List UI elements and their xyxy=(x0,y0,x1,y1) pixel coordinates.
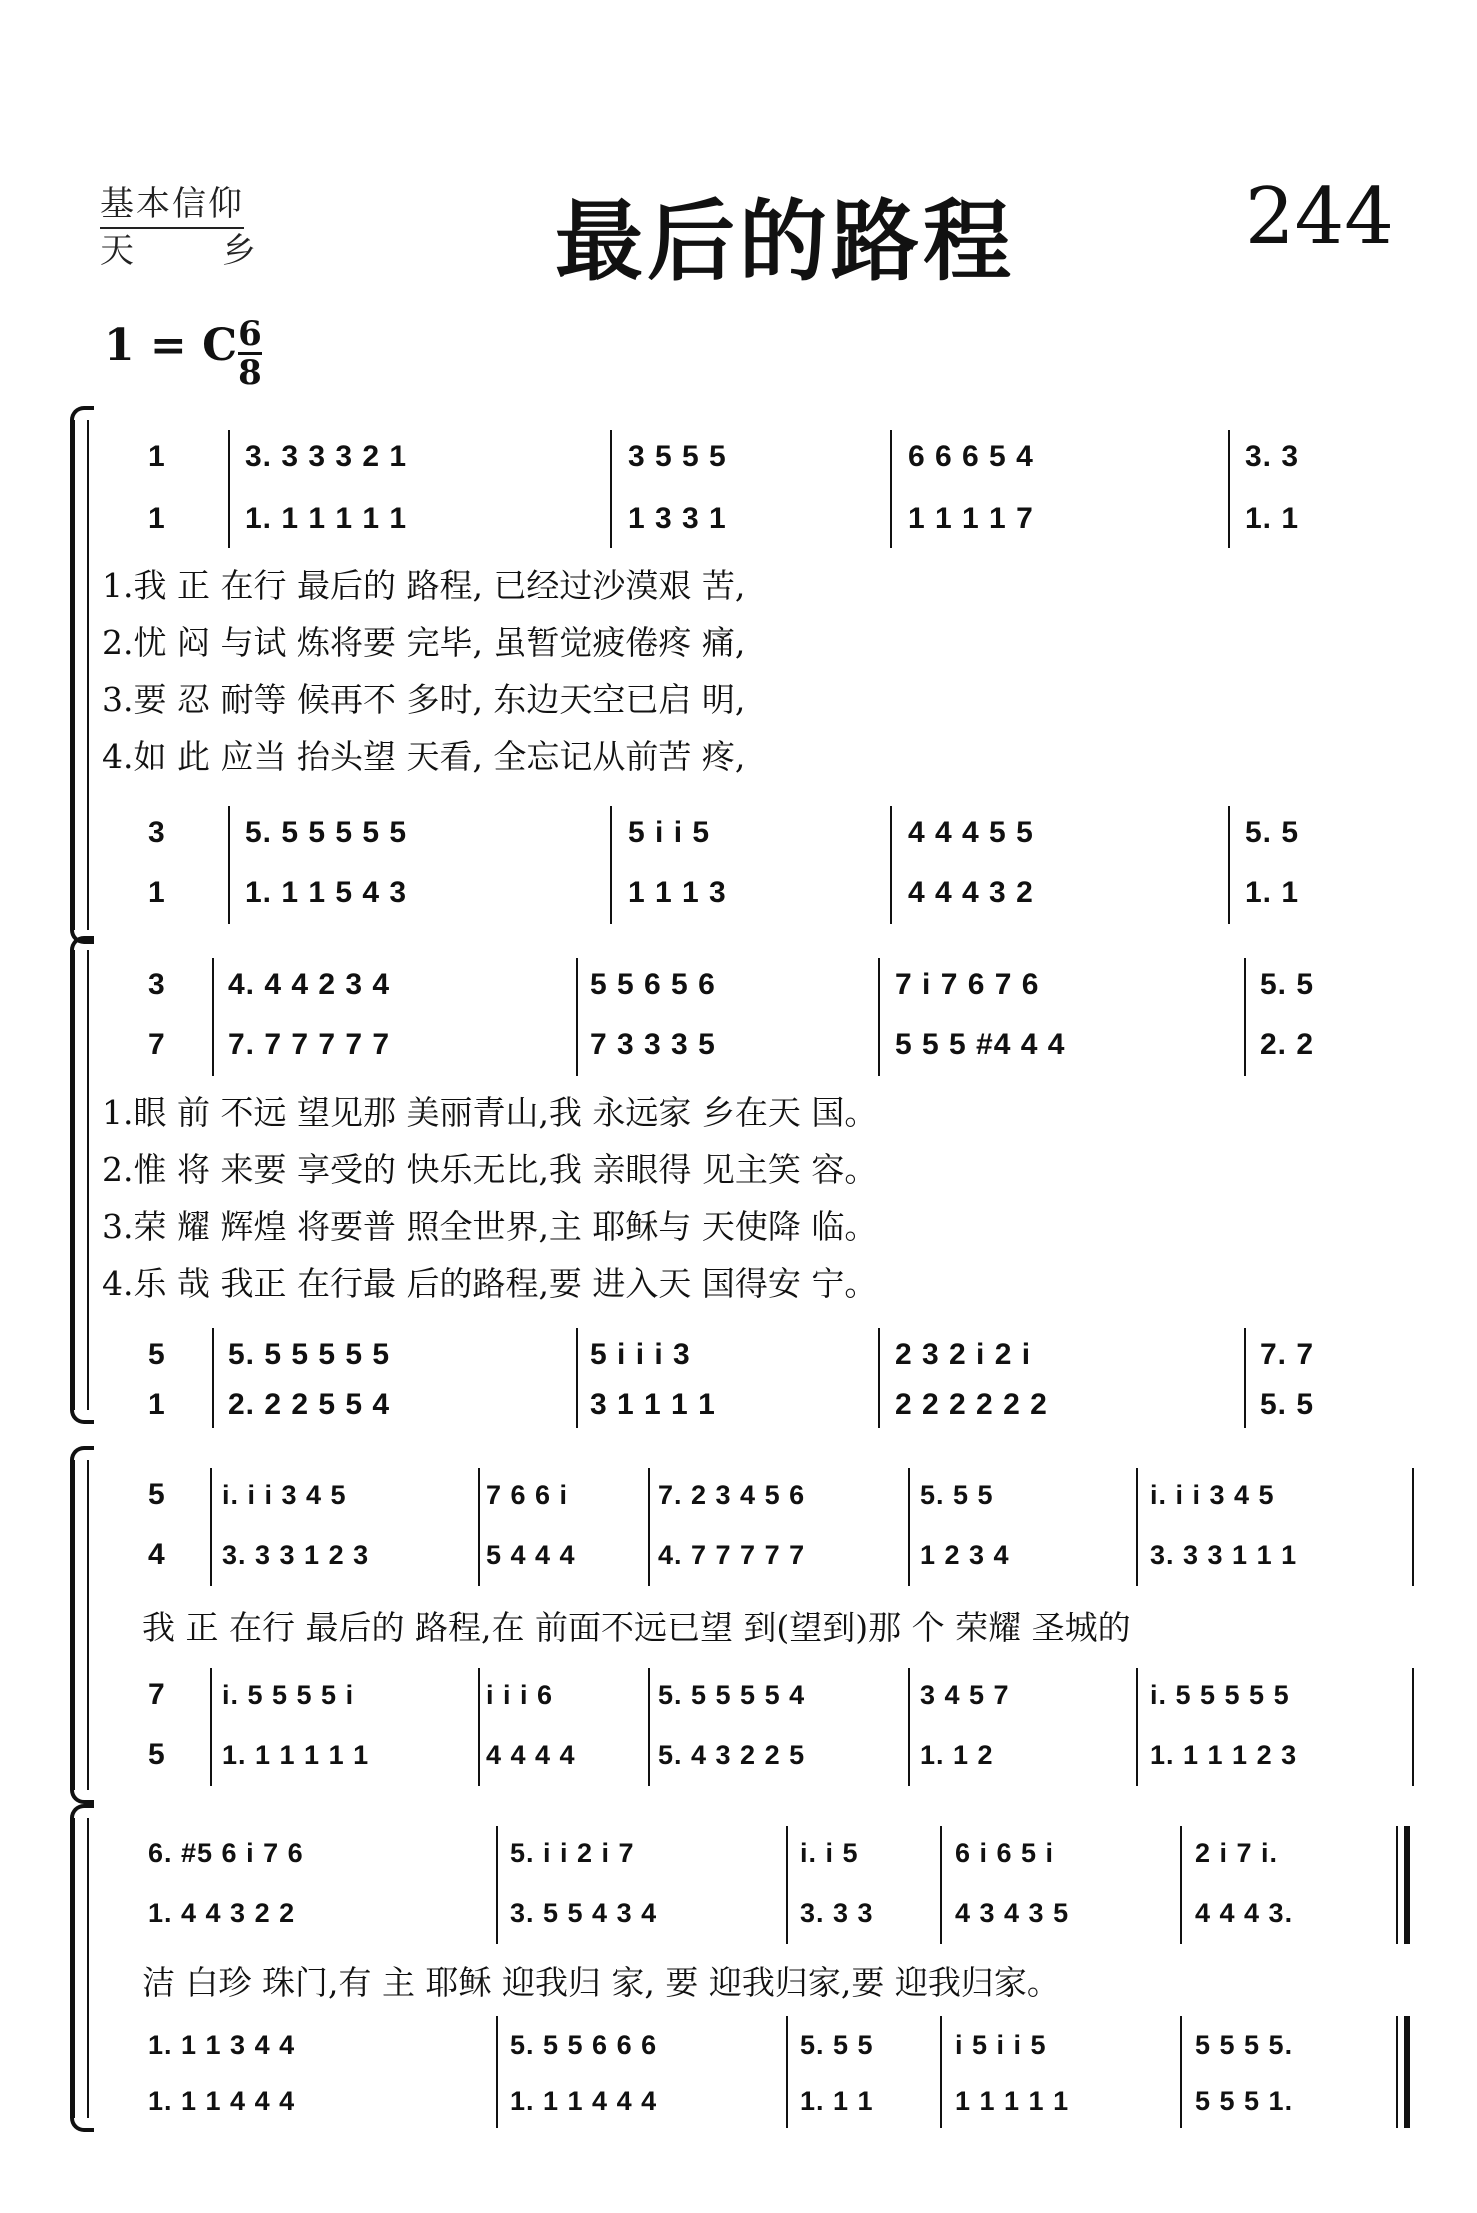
staff-row xyxy=(0,808,1477,858)
barline xyxy=(1228,806,1230,924)
note-cell: 2 3 2 i 2 i xyxy=(895,1338,1032,1371)
note-cell: i i i 6 xyxy=(486,1680,554,1710)
note-cell: 1 xyxy=(148,876,166,909)
note-cell: 5. 5 5 xyxy=(920,1480,994,1510)
note-cell: 5. 5 5 5 5 5 xyxy=(245,816,408,849)
barline xyxy=(908,1468,910,1586)
note-cell: 7 i 7 6 7 6 xyxy=(895,968,1040,1001)
lyric-line: 1.眼 前 不远 望见那 美丽青山,我 永远家 乡在天 国。 xyxy=(102,1093,878,1132)
note-cell: 1. 1 xyxy=(1245,502,1300,535)
note-cell: 1. 1 2 xyxy=(920,1740,994,1770)
note-cell: 1 1 1 1 7 xyxy=(908,502,1034,535)
note-cell: 1. 1 1 4 4 4 xyxy=(510,2086,658,2116)
note-cell: 1 xyxy=(148,1388,166,1421)
barline xyxy=(1412,1668,1414,1786)
staff-row xyxy=(0,1530,1477,1580)
note-cell: 3. 3 3 1 1 1 xyxy=(1150,1540,1298,1570)
staff-row xyxy=(0,960,1477,1010)
barline xyxy=(878,1328,880,1428)
note-cell: 4. 7 7 7 7 7 xyxy=(658,1540,806,1570)
note-cell: 1 3 3 1 xyxy=(628,502,727,535)
staff-row xyxy=(0,868,1477,918)
note-cell: 4 4 4 4 xyxy=(486,1740,576,1770)
barline xyxy=(1412,1468,1414,1586)
note-cell: 1. 1 1 1 1 1 xyxy=(222,1740,370,1770)
final-barline xyxy=(1404,2016,1410,2128)
barline xyxy=(1228,430,1230,548)
page-title: 最后的路程 xyxy=(555,189,1016,293)
note-cell: 1. 1 1 5 4 3 xyxy=(245,876,408,909)
note-cell: 7 xyxy=(148,1678,166,1711)
note-cell: 7 6 6 i xyxy=(486,1480,569,1510)
hymn-number: 244 xyxy=(1245,172,1394,262)
barline xyxy=(1136,1668,1138,1786)
note-cell: i 5 i i 5 xyxy=(955,2030,1047,2060)
barline xyxy=(940,1826,942,1944)
staff-row xyxy=(0,2020,1477,2070)
note-cell: 4 4 4 3 2 xyxy=(908,876,1034,909)
note-cell: 5 5 6 5 6 xyxy=(590,968,716,1001)
note-cell: 1 xyxy=(148,502,166,535)
hymn-subcategory: 天 乡 xyxy=(100,231,256,271)
note-cell: 1 2 3 4 xyxy=(920,1540,1010,1570)
note-cell: 5 i i i 3 xyxy=(590,1338,691,1371)
barline xyxy=(890,430,892,548)
lyric-line: 洁 白珍 珠门,有 主 耶稣 迎我归 家, 要 迎我归家,要 迎我归家。 xyxy=(142,1963,1060,2002)
staff-row xyxy=(0,1730,1477,1780)
note-cell: 3 xyxy=(148,816,166,849)
note-cell: 1 1 1 3 xyxy=(628,876,727,909)
note-cell: 5. 5 5 xyxy=(800,2030,874,2060)
final-barline xyxy=(1404,1826,1410,1944)
barline xyxy=(478,1468,480,1586)
key-signature: 1 = C xyxy=(104,320,238,371)
lyric-line: 3.荣 耀 辉煌 将要普 照全世界,主 耶稣与 天使降 临。 xyxy=(102,1207,878,1246)
barline xyxy=(1136,1468,1138,1586)
barline xyxy=(1396,2016,1398,2128)
note-cell: 1. 1 1 1 2 3 xyxy=(1150,1740,1298,1770)
staff-row xyxy=(0,1670,1477,1720)
note-cell: 2 2 2 2 2 2 xyxy=(895,1388,1048,1421)
barline xyxy=(478,1668,480,1786)
note-cell: 4 3 4 3 5 xyxy=(955,1898,1070,1928)
note-cell: i. 5 5 5 5 5 xyxy=(1150,1680,1290,1710)
barline xyxy=(576,958,578,1076)
barline xyxy=(212,958,214,1076)
barline xyxy=(1244,1328,1246,1428)
barline xyxy=(496,2016,498,2128)
barline xyxy=(496,1826,498,1944)
lyric-line: 4.乐 哉 我正 在行最 后的路程,要 进入天 国得安 宁。 xyxy=(102,1264,878,1303)
note-cell: 4 xyxy=(148,1538,166,1571)
note-cell: 5. 5 xyxy=(1260,968,1315,1001)
barline xyxy=(786,1826,788,1944)
note-cell: 3. 3 xyxy=(1245,440,1300,473)
note-cell: 7. 7 xyxy=(1260,1338,1315,1371)
note-cell: 7. 7 7 7 7 7 xyxy=(228,1028,391,1061)
note-cell: 5 5 5 5. xyxy=(1195,2030,1294,2060)
barline xyxy=(1180,1826,1182,1944)
note-cell: 5. i i 2 i 7 xyxy=(510,1838,635,1868)
note-cell: 1 1 1 1 1 xyxy=(955,2086,1070,2116)
note-cell: 3. 5 5 4 3 4 xyxy=(510,1898,658,1928)
barline xyxy=(1244,958,1246,1076)
note-cell: 1. 1 1 xyxy=(800,2086,874,2116)
note-cell: 1. 1 1 1 1 1 xyxy=(245,502,408,535)
note-cell: 5 xyxy=(148,1338,166,1371)
barline xyxy=(210,1668,212,1786)
lyric-line: 3.要 忍 耐等 候再不 多时, 东边天空已启 明, xyxy=(102,680,746,719)
barline xyxy=(610,806,612,924)
note-cell: 4 4 4 5 5 xyxy=(908,816,1034,849)
note-cell: 7 3 3 3 5 xyxy=(590,1028,716,1061)
note-cell: 3. 3 3 xyxy=(800,1898,874,1928)
barline xyxy=(576,1328,578,1428)
staff-row xyxy=(0,1828,1477,1878)
hymn-category-block xyxy=(100,182,260,273)
staff-row xyxy=(0,1470,1477,1520)
staff-row xyxy=(0,1888,1477,1938)
note-cell: 5 xyxy=(148,1478,166,1511)
barline xyxy=(878,958,880,1076)
note-cell: 5 5 5 1. xyxy=(1195,2086,1294,2116)
barline xyxy=(610,430,612,548)
note-cell: 4 4 4 3. xyxy=(1195,1898,1294,1928)
barline xyxy=(228,430,230,548)
note-cell: 2. 2 xyxy=(1260,1028,1315,1061)
hymn-category: 基本信仰 xyxy=(100,182,244,229)
note-cell: 3. 3 3 1 2 3 xyxy=(222,1540,370,1570)
note-cell: 5. 5 xyxy=(1245,816,1300,849)
note-cell: 1. 1 1 4 4 4 xyxy=(148,2086,296,2116)
note-cell: 5 4 4 4 xyxy=(486,1540,576,1570)
staff-row xyxy=(0,1020,1477,1070)
note-cell: 4. 4 4 2 3 4 xyxy=(228,968,391,1001)
lyric-line: 1.我 正 在行 最后的 路程, 已经过沙漠艰 苦, xyxy=(102,566,746,605)
note-cell: 3 1 1 1 1 xyxy=(590,1388,716,1421)
barline xyxy=(648,1468,650,1586)
note-cell: i. i i 3 4 5 xyxy=(1150,1480,1275,1510)
barline xyxy=(1396,1826,1398,1944)
note-cell: 5. 5 5 6 6 6 xyxy=(510,2030,658,2060)
note-cell: 1 xyxy=(148,440,166,473)
note-cell: 3 xyxy=(148,968,166,1001)
barline xyxy=(210,1468,212,1586)
note-cell: 1. 1 1 3 4 4 xyxy=(148,2030,296,2060)
barline xyxy=(890,806,892,924)
lyric-line: 4.如 此 应当 抬头望 天看, 全忘记从前苦 疼, xyxy=(102,737,746,776)
note-cell: i. i i 3 4 5 xyxy=(222,1480,347,1510)
staff-row xyxy=(0,1330,1477,1380)
lyric-line: 2.惟 将 来要 享受的 快乐无比,我 亲眼得 见主笑 容。 xyxy=(102,1150,878,1189)
staff-row xyxy=(0,432,1477,482)
barline xyxy=(212,1328,214,1428)
note-cell: 5 xyxy=(148,1738,166,1771)
note-cell: 6. #5 6 i 7 6 xyxy=(148,1838,304,1868)
note-cell: 5 i i 5 xyxy=(628,816,711,849)
barline xyxy=(648,1668,650,1786)
barline xyxy=(908,1668,910,1786)
barline xyxy=(786,2016,788,2128)
note-cell: 7 xyxy=(148,1028,166,1061)
note-cell: 3 5 5 5 xyxy=(628,440,727,473)
barline xyxy=(228,806,230,924)
note-cell: i. i 5 xyxy=(800,1838,859,1868)
time-signature: 6 8 xyxy=(238,314,262,393)
staff-row xyxy=(0,494,1477,544)
barline xyxy=(940,2016,942,2128)
note-cell: 5 5 5 #4 4 4 xyxy=(895,1028,1066,1061)
note-cell: 5. 5 xyxy=(1260,1388,1315,1421)
note-cell: 1. 4 4 3 2 2 xyxy=(148,1898,296,1928)
note-cell: i. 5 5 5 5 i xyxy=(222,1680,355,1710)
lyric-line: 2.忧 闷 与试 炼将要 完毕, 虽暂觉疲倦疼 痛, xyxy=(102,623,746,662)
note-cell: 6 i 6 5 i xyxy=(955,1838,1055,1868)
staff-row xyxy=(0,1380,1477,1430)
note-cell: 5. 5 5 5 5 5 xyxy=(228,1338,391,1371)
note-cell: 6 6 6 5 4 xyxy=(908,440,1034,473)
barline xyxy=(1180,2016,1182,2128)
note-cell: 1. 1 xyxy=(1245,876,1300,909)
note-cell: 3 4 5 7 xyxy=(920,1680,1010,1710)
note-cell: 2. 2 2 5 5 4 xyxy=(228,1388,391,1421)
lyric-line: 我 正 在行 最后的 路程,在 前面不远已望 到(望到)那 个 荣耀 圣城的 xyxy=(142,1608,1131,1647)
note-cell: 5. 4 3 2 2 5 xyxy=(658,1740,806,1770)
staff-row xyxy=(0,2076,1477,2126)
note-cell: 3. 3 3 3 2 1 xyxy=(245,440,408,473)
note-cell: 7. 2 3 4 5 6 xyxy=(658,1480,806,1510)
note-cell: 5. 5 5 5 5 4 xyxy=(658,1680,806,1710)
note-cell: 2 i 7 i. xyxy=(1195,1838,1279,1868)
